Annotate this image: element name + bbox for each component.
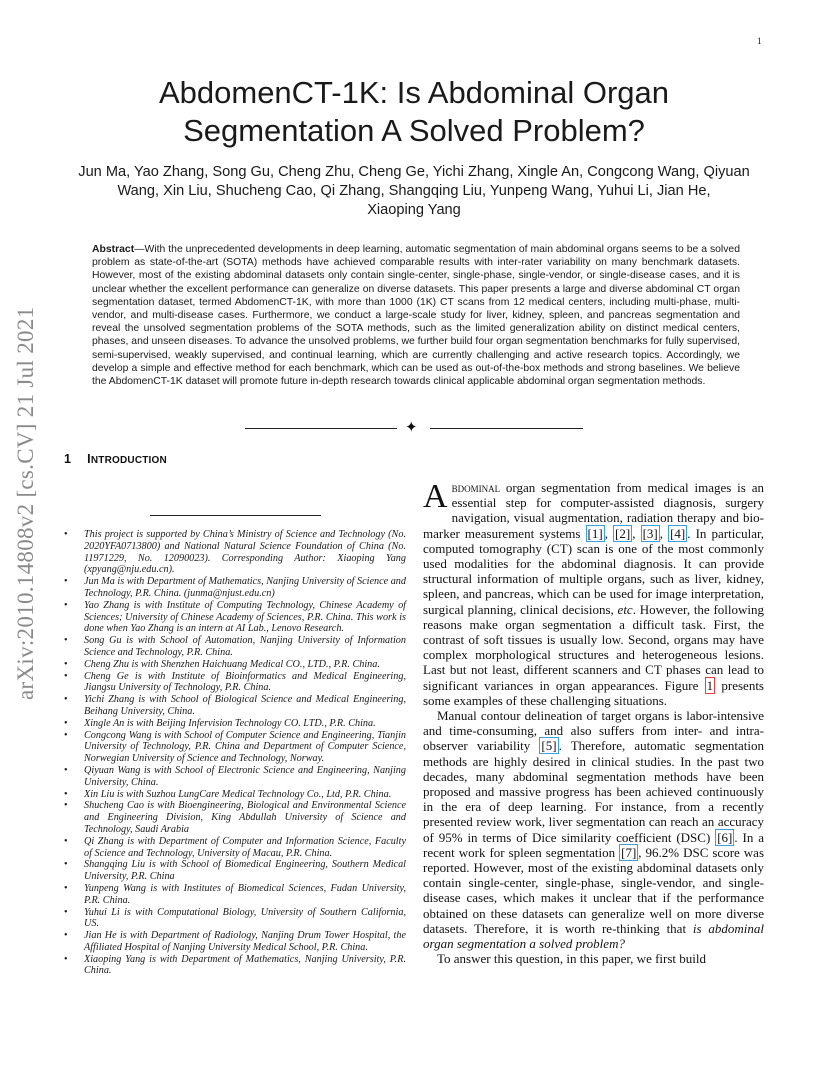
etc-italic: etc	[617, 601, 633, 617]
page-number: 1	[757, 36, 762, 46]
citation-link[interactable]: [2]	[615, 525, 631, 541]
footnote-item: • Cheng Zhu is with Shenzhen Haichuang Medical CO., LTD., P.R. China.	[64, 658, 380, 670]
arxiv-identifier-stamp: arXiv:2010.14808v2 [cs.CV] 21 Jul 2021	[13, 306, 38, 700]
footnote-item: • Qi Zhang is with Department of Computer and Information Science, Faculty of Science and Technology, University of Macau, P.R. China.	[64, 835, 406, 859]
footnote-item: • Yuhui Li is with Computational Biology, University of Southern California, US.	[64, 906, 406, 930]
section-title-cap: I	[87, 452, 91, 466]
drop-cap: A	[423, 478, 448, 515]
bullet-icon: •	[64, 835, 68, 847]
author-list	[62, 163, 766, 220]
authors-line-1: Jun Ma, Yao Zhang, Song Gu, Cheng Zhu, Cheng Ge, Yichi Zhang, Xingle An, Congcong Wang, Qiyuan	[78, 164, 750, 180]
footnote-item: • This project is supported by China’s Ministry of Science and Technology (No. 2020YFA0713800) and National Natural Science Foundation of China (No. 11971229, No. 12090023). Corresponding Author: Xiaoping Yang (xpyang@nju.edu.cn).	[64, 529, 406, 576]
footnote-item: • Xingle An is with Beijing Infervision Technology CO. LTD., P.R. China.	[64, 717, 376, 729]
bullet-icon: •	[64, 859, 68, 871]
citation-link[interactable]: [4]	[670, 525, 686, 541]
introduction-body	[423, 480, 764, 967]
intro-paragraph-3: To answer this question, in this paper, we first build	[437, 951, 707, 967]
title-line-2: Segmentation A Solved Problem?	[183, 113, 645, 148]
paper-title	[60, 74, 768, 150]
footnote-item: • Shucheng Cao is with Bioengineering, Biological and Environmental Science and Engineering Division, King Abdullah University of Science and Technology, Saudi Arabia	[64, 800, 406, 835]
affiliation-footnotes	[64, 529, 406, 977]
bullet-icon: •	[64, 694, 68, 706]
authors-line-2: Wang, Xin Liu, Shucheng Cao, Qi Zhang, Shangqing Liu, Yunpeng Wang, Yuhui Li, Jian He,	[117, 183, 711, 199]
figure-link[interactable]: 1	[706, 677, 714, 693]
bullet-icon: •	[64, 599, 68, 611]
bullet-icon: •	[64, 788, 68, 800]
footnote-item: • Song Gu is with School of Automation, Nanjing University of Information Science and Technology, P.R. China.	[64, 635, 406, 658]
footnote-item: • Yao Zhang is with Institute of Computing Technology, Chinese Academy of Sciences; University of Chinese Academy of Sciences, P.R. China. This work is done when Yao Zhang is an intern at AI Lab., Lenovo Research.	[64, 599, 406, 635]
footnote-item: • Jian He is with Department of Radiology, Nanjing Drum Tower Hospital, the Affiliated Hospital of Nanjing University Medical School, P.R. China.	[64, 930, 406, 953]
bullet-icon: •	[64, 800, 68, 812]
smallcaps-word: bdominal	[451, 480, 501, 495]
footnote-item: • Yunpeng Wang is with Institutes of Biomedical Sciences, Fudan University, P.R. China.	[64, 882, 406, 906]
title-line-1: AbdomenCT-1K: Is Abdominal Organ	[158, 75, 670, 110]
footnote-item: • Xiaoping Yang is with Department of Mathematics, Nanjing University, P.R. China.	[64, 953, 406, 977]
bullet-icon: •	[64, 764, 68, 776]
citation-link[interactable]: [3]	[642, 525, 658, 541]
separator-line-right	[430, 428, 583, 429]
footnote-rule	[150, 515, 321, 516]
citation-link[interactable]: [1]	[587, 525, 603, 541]
abstract-label: Abstract	[92, 244, 135, 255]
authors-line-3: Xiaoping Yang	[367, 202, 461, 218]
citation-link[interactable]: [6]	[717, 829, 733, 845]
bullet-icon: •	[64, 529, 68, 540]
footnote-item: • Jun Ma is with Department of Mathematics, Nanjing University of Science and Technology, P.R. China. (junma@njust.edu.cn)	[64, 576, 406, 599]
footnote-item: • Xin Liu is with Suzhou LungCare Medical Technology Co., Ltd, P.R. China.	[64, 788, 392, 800]
bullet-icon: •	[64, 576, 68, 588]
bullet-icon: •	[64, 635, 68, 647]
bullet-icon: •	[64, 882, 68, 894]
bullet-icon: •	[64, 729, 68, 741]
bullet-icon: •	[64, 670, 68, 682]
bullet-icon: •	[64, 658, 68, 670]
footnote-item: • Cheng Ge is with Institute of Bioinformatics and Medical Engineering, Jiangsu University of Technology, P.R. China.	[64, 670, 406, 694]
separator-diamond-icon: ✦	[405, 420, 418, 436]
intro-paragraph-1: Abdominal organ segmentation from medical images is an essential step for computer-assisted diagnosis, surgery navigation, visual augmentation, radiation therapy and bio-marker measurement systems [1] , [2] , [3] , [4] . In particular, computed tomography (CT) scan is one of the most commonly used modalities for the abdominal diagnosis. It can provide structural information of multiple organs, such as liver, kidney, spleen, and pancreas, which can be used for image interpretation, surgical planning, clinical decisions, etc. However, the following reasons make organ segmentation a difficult task. First, the contrast of soft tissues is usually low. Second, organs may have complex morphological structures and heterogeneous lesions. Last but not least, different scanners and CT phases can lead to significant variances in organ appearances. Figure 1 presents some examples of these challenging situations.	[423, 478, 765, 708]
footnote-item: • Qiyuan Wang is with School of Electronic Science and Engineering, Nanjing University, China.	[64, 764, 406, 788]
footnote-item: • Congcong Wang is with School of Computer Science and Engineering, Tianjin University of Technology, P.R. China and Department of Computer Science, Norwegian University of Science and Technology, Norway.	[64, 729, 406, 765]
section-title-rest: NTRODUCTION	[90, 455, 167, 466]
citation-link[interactable]: [7]	[621, 844, 637, 860]
separator-line-left	[245, 428, 397, 429]
section-heading-introduction	[64, 452, 167, 466]
intro-paragraph-2: Manual contour delineation of target organs is labor-intensive and time-consuming, and also suffers from inter- and intra- observer variability [5] . Therefore, automatic segmentation methods are highly desired in clinical studies. In the past two decades, many abdominal segmentation methods have been proposed and massive progress has been achieved continuously in the era of deep learning. For instance, from a recently presented review work, liver segmentation can reach an accuracy of 95% in terms of Dice similarity coefficient (DSC) [6] . In a recent work for spleen segmentation [7] , 96.2% DSC score was reported. However, most of the existing abdominal datasets only contain single-center, single-phase, single-vendor, and single-disease cases, which makes it unclear that if the performance obtained on these datasets can generalize well on more diverse datasets. Therefore, it is worth re-thinking that is abdominal organ segmentation a solved problem?	[423, 708, 765, 952]
footnote-item: • Yichi Zhang is with School of Biological Science and Medical Engineering, Beihang University, China.	[64, 694, 406, 717]
bullet-icon: •	[64, 717, 68, 729]
section-number: 1	[64, 452, 72, 466]
abstract-text: —With the unprecedented developments in deep learning, automatic segmentation of main abdominal organs seems to be a solved problem as state-of-the-art (SOTA) methods have achieved comparable results with inter-rater variability on many benchmark datasets. However, most of the existing abdominal datasets only contain single-center, single-phase, single-vendor, or single-disease cases, and it is unclear whether the excellent performance can generalize on diverse datasets. This paper presents a large and diverse abdominal CT organ segmentation dataset, termed AbdomenCT-1K, with more than 1000 (1K) CT scans from 12 medical centers, including multi-phase, multi-vendor, and multi-disease cases. Furthermore, we conduct a large-scale study for liver, kidney, spleen, and pancreas segmentation and reveal the unsolved segmentation problems of the SOTA methods, such as the limited generalization ability on distinct medical centers, phases, and unseen diseases. To advance the unsolved problems, we further build four organ segmentation benchmarks for fully supervised, semi-supervised, weakly supervised, and continual learning, which are currently challenging and active research topics. Accordingly, we develop a simple and effective method for each benchmark, which can be used as out-of-the-box methods and strong baselines. We believe the AbdomenCT-1K dataset will promote future in-depth research towards clinical applicable abdominal organ segmentation methods.	[92, 244, 740, 388]
question-italic: is abdominal organ segmentation a solved problem?	[423, 920, 764, 952]
bullet-icon: •	[64, 906, 68, 918]
footnote-item: • Shangqing Liu is with School of Biomedical Engineering, Southern Medical University, P.R. China	[64, 859, 406, 883]
bullet-icon: •	[64, 930, 68, 942]
abstract	[92, 243, 740, 388]
citation-link[interactable]: [5]	[541, 738, 557, 754]
bullet-icon: •	[64, 953, 68, 965]
